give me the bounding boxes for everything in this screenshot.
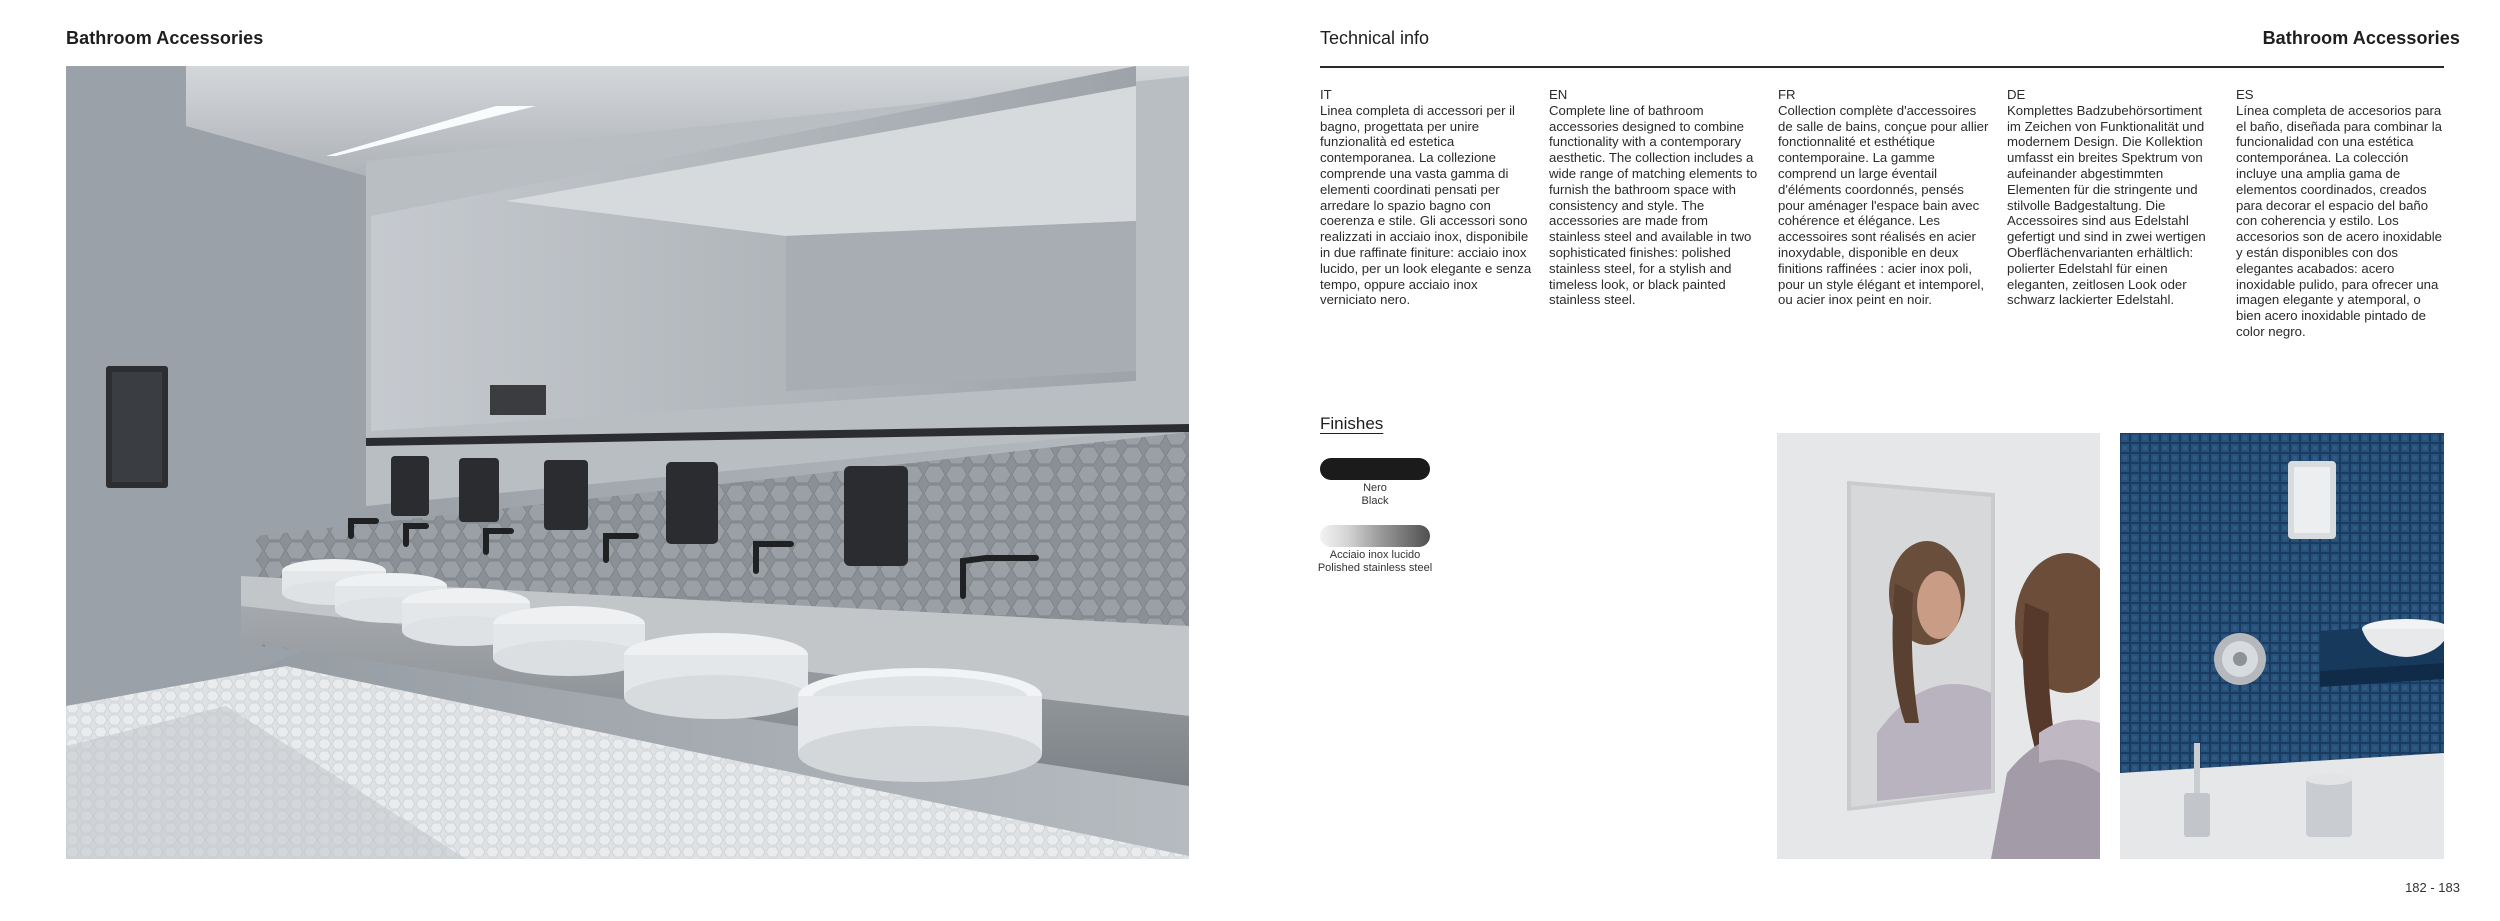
column-de [2007,87,2219,308]
column-es [2236,87,2448,340]
finish-label-it: Nero [1363,482,1387,494]
finish-label-it: Acciaio inox lucido [1329,549,1421,561]
column-text: Collection complète d'accessoires de salle de bains, conçue pour allier fonctionnalité et esthétique contemporaine. La gamme comprend un large éventail d'éléments coordonnés, pensés pour aménager l'espace bain avec cohérence et élégance. Les accessoires sont réalisés en acier inoxydable, disponible en deux finitions raffinées : acier inox poli, pour un style élégant et intemporel, ou acier inox peint en noir. [1778,102,1989,308]
column-it [1320,87,1532,308]
bathroom-photo [66,66,1189,859]
mosaic-bathroom-photo [2120,433,2444,859]
page-number: 182 - 183 [2405,880,2460,895]
finish-label-black [1305,482,1445,508]
finishes-title: Finishes [1320,414,1384,433]
page-title-left: Bathroom Accessories [66,28,264,48]
finish-label-en: Polished stainless steel [1317,562,1433,574]
finish-swatch-black [1320,458,1430,480]
column-lang: DE [2007,87,2026,102]
column-lang: ES [2236,87,2254,102]
finish-swatch-steel [1320,525,1430,547]
technical-info-title: Technical info [1320,28,1430,48]
finish-label-en: Black [1361,495,1389,507]
column-text: Komplettes Badzubehörsortiment im Zeichen von Funktionalität und modernem Design. Die Kollektion umfasst ein breites Spektrum von aufeinander abgestimmten Elementen für die stringente und stilvolle Badgestaltung. Die Accessoires sind aus Edelstahl gefertigt und sind in zwei wertigen Oberflächenvarianten erhältlich: polierter Edelstahl für einen eleganten, zeitlosen Look oder schwarz lackierter Edelstahl. [2007,102,2206,308]
page-title-right: Bathroom Accessories [2262,28,2460,48]
column-en [1549,87,1761,308]
mirror-photo [1777,433,2100,859]
column-lang: FR [1778,87,1796,102]
column-lang: IT [1320,87,1332,102]
finish-label-steel [1305,549,1445,575]
header-rule [1320,66,2444,68]
column-text: Línea completa de accesorios para el baño, diseñada para combinar la funcionalidad con una estética contemporánea. La colección incluye una amplia gama de elementos coordinados, creados para decorar el espacio del baño con coherencia y estilo. Los accesorios son de acero inoxidable y están disponibles con dos elegantes acabados: acero inoxidable pulido, para ofrecer una imagen elegante y atemporal, o bien acero inoxidable pintado de color negro. [2236,102,2443,339]
language-columns [1320,87,2444,367]
column-text: Complete line of bathroom accessories designed to combine functionality with a contemporary aesthetic. The collection includes a wide range of matching elements to furnish the bathroom space with consistency and style. The accessories are made from stainless steel and available in two sophisticated finishes: polished stainless steel, for a stylish and timeless look, or black painted stainless steel. [1549,102,1758,308]
column-fr [1778,87,1990,308]
column-text: Linea completa di accessori per il bagno, progettata per unire funzionalità ed estetica contemporanea. La collezione comprende una vasta gamma di elementi coordinati pensati per arredare lo spazio bagno con coerenza e stile. Gli accessori sono realizzati in acciaio inox, disponibile in due raffinate finiture: acciaio inox lucido, per un look elegante e senza tempo, oppure acciaio inox verniciato nero. [1320,102,1532,308]
column-lang: EN [1549,87,1568,102]
